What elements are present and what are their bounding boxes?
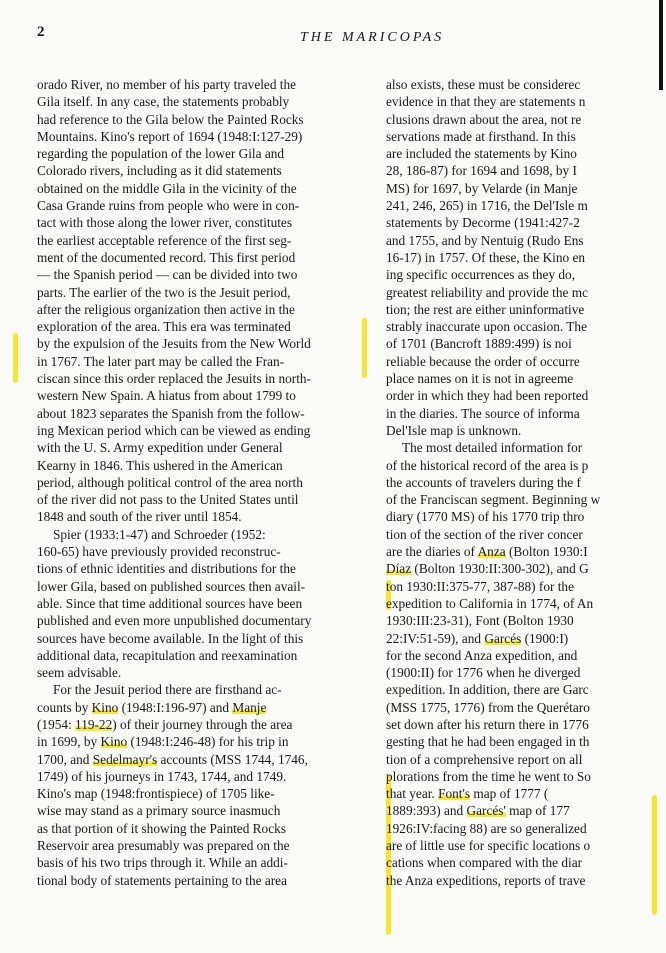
text-line: after the religious organization then active in the <box>37 301 295 317</box>
text-line: are the diaries of Anza (Bolton 1930:I <box>386 544 588 560</box>
text-line: (1900:II) for 1776 when he diverged <box>386 665 581 681</box>
text-line: MS) for 1697, by Velarde (in Manje <box>386 180 578 196</box>
text-line: tional body of statements pertaining to the area <box>37 872 287 888</box>
text-line: gesting that he had been engaged in th <box>386 734 590 750</box>
text-line: 160-65) have previously provided reconstruc- <box>37 544 281 560</box>
text-line: expedition to California in 1774, of An <box>386 595 594 611</box>
page-number: 2 <box>37 24 45 40</box>
text-line: in the diaries. The source of informa <box>386 405 580 421</box>
text-line: expedition. In addition, there are Garc <box>386 682 589 698</box>
text-line: 1930:III:23-31), Font (Bolton 1930 <box>386 613 574 629</box>
highlighted-name: Kino <box>100 734 128 750</box>
text-line: 28, 186-87) for 1694 and 1698, by I <box>386 163 577 179</box>
text-line: 1889:393) and Garcés' map of 177 <box>386 803 570 819</box>
text-line: about 1823 separates the Spanish from the follow- <box>37 405 305 421</box>
text-line: counts by Kino (1948:I:196-97) and Manje <box>37 699 267 715</box>
text-line: — the Spanish period — can be divided into two <box>37 267 298 283</box>
text-line: seem advisable. <box>37 665 122 681</box>
text-line: 1926:IV:facing 88) are so generalized <box>386 820 587 836</box>
text-line: Mountains. Kino's report of 1694 (1948:I:127-29) <box>37 128 303 144</box>
text-line: clusions drawn about the area, not re <box>386 111 582 127</box>
text-line: that year. Font's map of 1777 ( <box>386 786 549 802</box>
text-line: strably inaccurate upon occasion. The <box>386 319 587 335</box>
text-line: cations when compared with the diar <box>386 855 583 871</box>
text-line: period, although political control of the area north <box>37 474 303 490</box>
text-line: for the second Anza expedition, and <box>386 647 578 663</box>
text-line: sources have become available. In the light of this <box>37 630 304 646</box>
text-line: 1700, and Sedelmayr's accounts (MSS 1744, 1746, <box>37 751 308 767</box>
text-line: set down after his return there in 1776 <box>386 716 589 732</box>
highlighted-name: Kino <box>91 699 119 715</box>
margin-highlight-left <box>13 333 18 383</box>
text-line: (1954: 119-22) of their journey through the area <box>37 716 293 732</box>
highlighted-name: Garcés <box>484 630 522 646</box>
text-line: 241, 246, 265) in 1716, the Del'Isle m <box>386 198 588 214</box>
text-line: lower Gila, based on published sources then avail- <box>37 578 306 594</box>
text-line: of the river did not pass to the United States until <box>37 492 299 508</box>
text-line: also exists, these must be considerec <box>386 77 581 92</box>
text-line: had reference to the Gila below the Painted Rocks <box>37 111 304 127</box>
text-line: western New Spain. A hiatus from about 1799 to <box>37 388 296 404</box>
highlighted-name: Díaz <box>386 561 412 577</box>
text-line: able. Since that time additional sources have been <box>37 595 303 611</box>
text-line: servations made at firsthand. In this <box>386 128 576 144</box>
highlighted-name: Manje <box>232 699 267 715</box>
text-line: 1848 and south of the river until 1854. <box>37 509 242 525</box>
text-line: additional data, recapitulation and reexamination <box>37 647 298 663</box>
text-line: tion of a comprehensive report on all <box>386 751 583 767</box>
text-line: Reservoir area presumably was prepared on the <box>37 838 290 854</box>
text-line: tion; the rest are either uninformative <box>386 301 585 317</box>
text-line: the accounts of travelers during the f <box>386 474 581 490</box>
text-line: The most detailed information for <box>402 440 583 456</box>
highlighted-name: 119-22 <box>75 716 113 732</box>
text-line: of the Franciscan segment. Beginning w <box>386 492 601 508</box>
text-line: in 1767. The later part may be called the Fran- <box>37 353 285 369</box>
text-line: 22:IV:51-59), and Garcés (1900:I) <box>386 630 569 646</box>
text-line: of 1701 (Bancroft 1889:499) is noi <box>386 336 572 352</box>
text-line: the Anza expeditions, reports of trave <box>386 872 586 888</box>
text-line: Gila itself. In any case, the statements probably <box>37 94 290 110</box>
text-line: evidence in that they are statements n <box>386 94 586 110</box>
text-line: greatest reliability and provide the mc <box>386 284 588 300</box>
text-line: place names on it is not in agreeme <box>386 371 574 387</box>
text-line: are included the statements by Kino <box>386 146 577 162</box>
text-line: Díaz (Bolton 1930:II:300-302), and G <box>386 561 589 577</box>
text-line: Kino's map (1948:frontispiece) of 1705 like- <box>37 786 275 802</box>
text-line: ing specific occurrences as they do, <box>386 267 576 283</box>
text-line: tions of ethnic identities and distributions for the <box>37 561 296 577</box>
text-line: orado River, no member of his party traveled the <box>37 77 297 92</box>
text-line: tact with those along the lower river, constitutes <box>37 215 292 231</box>
text-line: reliable because the order of occurre <box>386 353 580 369</box>
highlighted-name: Anza <box>477 544 506 560</box>
text-line: by the expulsion of the Jesuits from the New World <box>37 336 311 352</box>
text-line: ton 1930:II:375-77, 387-88) for the <box>386 578 574 594</box>
text-line: obtained on the middle Gila in the vicinity of the <box>37 180 297 196</box>
text-line: plorations from the time he went to So <box>386 768 591 784</box>
highlighted-name: Font's <box>438 786 471 802</box>
text-line: Colorado rivers, including as it did statements <box>37 163 282 179</box>
text-line: tion of the section of the river concer <box>386 526 583 542</box>
text-line: basis of his two trips through it. While an addi- <box>37 855 288 871</box>
margin-highlight-paragraph <box>362 318 367 378</box>
text-line: as that portion of it showing the Painted Rocks <box>37 820 286 836</box>
text-line: in 1699, by Kino (1948:I:246-48) for his trip in <box>37 734 289 750</box>
text-line: order in which they had been reported <box>386 388 589 404</box>
text-line: statements by Decorme (1941:427-2 <box>386 215 580 231</box>
text-line: Kearny in 1846. This ushered in the American <box>37 457 283 473</box>
text-line: Casa Grande ruins from people who were in con- <box>37 198 300 214</box>
text-line: 1749) of his journeys in 1743, 1744, and 1749. <box>37 768 287 784</box>
text-line: regarding the population of the lower Gila and <box>37 146 285 162</box>
text-line: ment of the documented record. This first period <box>37 249 296 265</box>
text-line: 16-17) in 1757. Of these, the Kino en <box>386 249 586 265</box>
right-text-column <box>386 76 666 889</box>
text-line: of the historical record of the area is p <box>386 457 589 473</box>
text-line: exploration of the area. This era was terminated <box>37 319 291 335</box>
text-line: ing Mexican period which can be viewed as ending <box>37 422 311 438</box>
text-line: wise may stand as a primary source inasmuch <box>37 803 281 819</box>
highlighted-name: Sedelmayr's <box>92 751 158 767</box>
text-line: ciscan since this order replaced the Jesuits in north- <box>37 371 311 387</box>
text-line: published and even more unpublished documentary <box>37 613 312 629</box>
text-line: with the U. S. Army expedition under General <box>37 440 283 456</box>
text-line: parts. The earlier of the two is the Jesuit period, <box>37 284 291 300</box>
text-line: are of little use for specific locations o <box>386 838 591 854</box>
text-line: and 1755, and by Nentuig (Rudo Ens <box>386 232 584 248</box>
text-line: For the Jesuit period there are firsthand ac- <box>53 682 282 698</box>
text-line: diary (1770 MS) of his 1770 trip thro <box>386 509 585 525</box>
running-head: THE MARICOPAS <box>300 30 445 45</box>
text-line: (MSS 1775, 1776) from the Querétaro <box>386 699 590 715</box>
text-line: the earliest acceptable reference of the first seg- <box>37 232 292 248</box>
left-text-column <box>37 76 362 889</box>
text-line: Spier (1933:1-47) and Schroeder (1952: <box>53 526 266 542</box>
highlighted-name: Garcés' <box>466 803 506 819</box>
text-line: Del'Isle map is unknown. <box>386 422 522 438</box>
